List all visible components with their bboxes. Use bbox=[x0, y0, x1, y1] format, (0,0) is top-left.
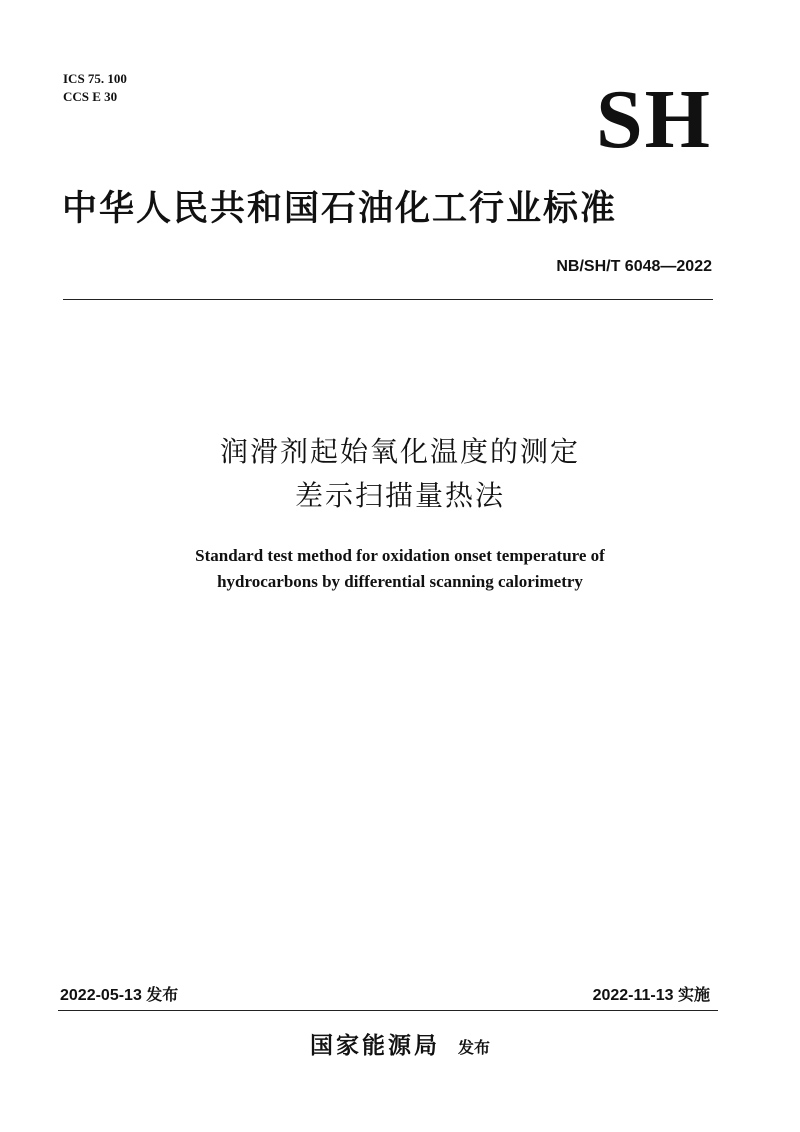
english-title-line-1: Standard test method for oxidation onset temperature of bbox=[195, 546, 605, 565]
english-title-line-2: hydrocarbons by differential scanning calorimetry bbox=[217, 572, 583, 591]
issuer-line bbox=[0, 1027, 800, 1060]
standard-number: NB/SH/T 6048—2022 bbox=[556, 258, 712, 275]
sh-logo: SH bbox=[595, 73, 712, 166]
chinese-title-line-2: 差示扫描量热法 bbox=[294, 479, 505, 512]
chinese-title bbox=[0, 430, 800, 518]
issue-date: 2022-05-13 发布 bbox=[60, 987, 179, 1004]
issuer-organization: 国家能源局 bbox=[309, 1033, 440, 1059]
footer-divider bbox=[58, 1010, 718, 1011]
ics-code: ICS 75. 100 bbox=[63, 71, 127, 86]
standard-category-title: 中华人民共和国石油化工行业标准 bbox=[62, 189, 618, 229]
english-title bbox=[0, 543, 800, 595]
issuer-verb: 发布 bbox=[457, 1038, 490, 1057]
header-divider bbox=[63, 299, 713, 300]
classification-codes bbox=[63, 70, 127, 106]
effective-date: 2022-11-13 实施 bbox=[592, 987, 710, 1004]
ccs-code: CCS E 30 bbox=[63, 89, 118, 104]
chinese-title-line-1: 润滑剂起始氧化温度的测定 bbox=[219, 435, 580, 468]
